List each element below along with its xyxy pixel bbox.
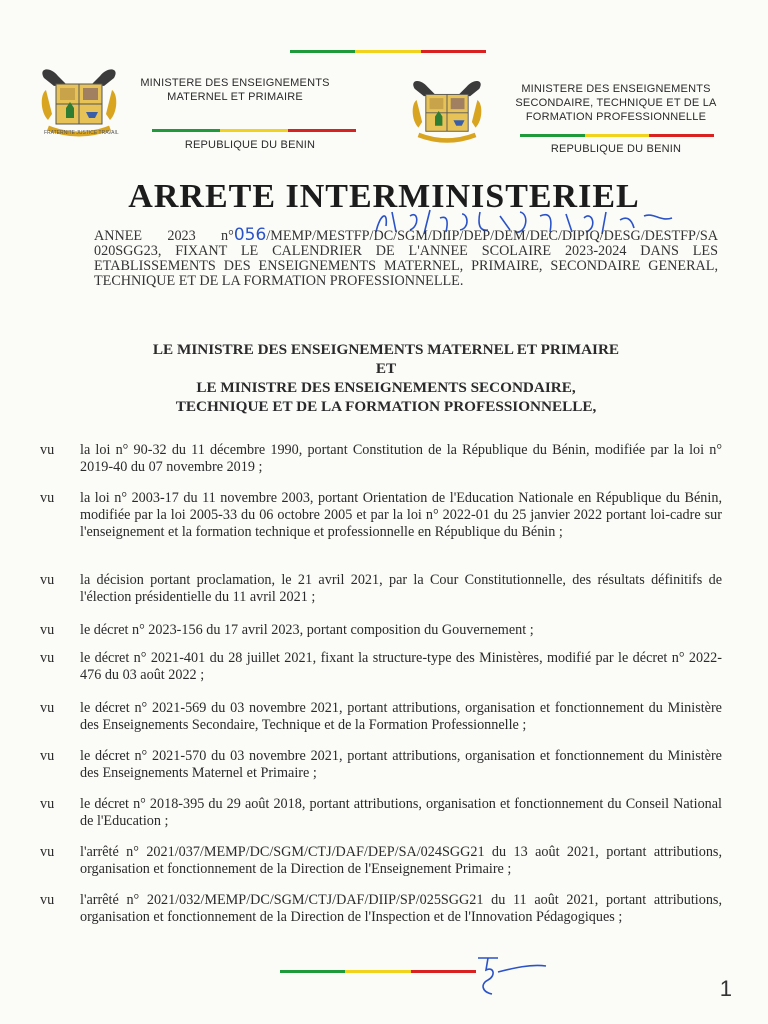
visa-label: vu [40,892,55,908]
left-ministry-name: MINISTERE DES ENSEIGNEMENTS MATERNEL ET PRIMAIRE [140,77,330,103]
reference-prefix: ANNEE 2023 n° [94,228,234,244]
right-ministry-name: MINISTERE DES ENSEIGNEMENTS SECONDAIRE, TECHNIQUE ET DE LA FORMATION PROFESSIONNELLE [515,83,717,123]
visa-text: la loi n° 2003-17 du 11 novembre 2003, portant Orientation de l'Education Nationale en République du Bénin, modifiée par la loi 2005-33 du 06 octobre 2005 et par la loi n° 2022-01 du 25 janvier 2022 portant loi-cadre sur l'enseignement et la formation technique et professionnelle en République du Bénin ; [80,490,722,540]
document-title: ARRETE INTERMINISTERIEL [128,178,640,215]
coat-of-arms-left-icon [36,64,122,140]
visa-label: vu [40,700,55,716]
coat-of-arms-right-icon [404,76,490,146]
visa-label: vu [40,748,55,764]
ministers-block [80,340,692,416]
top-tricolor-bar [290,50,486,53]
bottom-tricolor-bar [280,970,476,973]
visa-label: vu [40,622,55,638]
visa-text: le décret n° 2021-570 du 03 novembre 2021, portant attributions, organisation et fonctionnement du Ministère des Enseignements Maternel et Primaire ; [80,748,722,781]
visa-text: le décret n° 2023-156 du 17 avril 2023, portant composition du Gouvernement ; [80,622,534,638]
right-country-name: REPUBLIQUE DU BENIN [550,143,682,155]
visa-text: le décret n° 2018-395 du 29 août 2018, portant attributions, organisation et fonctionnement du Conseil National de l'Education ; [80,796,722,829]
visa-text: l'arrêté n° 2021/037/MEMP/DC/SGM/CTJ/DAF/DEP/SA/024SGG21 du 13 août 2021, portant attributions, organisation et fonctionnement de la Direction de l'Enseignement Primaire ; [80,844,722,877]
visa-text: le décret n° 2021-401 du 28 juillet 2021, fixant la structure-type des Ministères, modifié par le décret n° 2022-476 du 03 août 2022 ; [80,650,722,683]
page-number: 1 [719,976,732,1001]
visa-label: vu [40,796,55,812]
visa-label: vu [40,490,55,506]
right-tricolor-bar [520,134,714,137]
minister-line-2: ET [375,360,397,377]
initials-signature-mark [470,950,550,1000]
visa-text: la décision portant proclamation, le 21 avril 2021, par la Cour Constitutionnelle, des résultats définitifs de l'élection présidentielle du 11 avril 2021 ; [80,572,722,605]
visa-label: vu [40,572,55,588]
left-tricolor-bar [152,129,356,132]
visa-text: le décret n° 2021-569 du 03 novembre 2021, portant attributions, organisation et fonctionnement du Ministère des Enseignements Secondaire, Technique et de la Formation Professionnelle ; [80,700,722,733]
visa-text: la loi n° 90-32 du 11 décembre 1990, portant Constitution de la République du Bénin, modifiée par la loi n° 2019-40 du 07 novembre 2019 ; [80,442,722,475]
decree-number-handwritten: 056 [233,225,267,245]
decree-reference [94,225,718,289]
left-country-name: REPUBLIQUE DU BENIN [184,139,316,151]
coat-of-arms-left-motto: FRATERNITE JUSTICE TRAVAIL [44,130,119,136]
visa-label: vu [40,844,55,860]
visa-label: vu [40,650,55,666]
reference-text: /MEMP/MESTFP/DC/SGM/DIIP/DEP/DEM/DEC/DIPIQ/DESG/DESTFP/SA 020SGG23, FIXANT LE CALENDRIER DE L'ANNEE SCOLAIRE 2023-2024 DANS LES ETABLISSEMENTS DES ENSEIGNEMENTS MATERNEL, PRIMAIRE, SECONDAIRE GENERAL, TECHNIQUE ET DE LA FORMATION PROFESSIONNELLE. [94,228,718,289]
visa-text: l'arrêté n° 2021/032/MEMP/DC/SGM/CTJ/DAF/DIIP/SP/025SGG21 du 11 août 2021, portant attributions, organisation et fonctionnement de la Direction de l'Inspection et de l'Innovation Pédagogiques ; [80,892,722,925]
minister-line-1: LE MINISTRE DES ENSEIGNEMENTS MATERNEL ET PRIMAIRE [152,341,620,358]
minister-line-3: LE MINISTRE DES ENSEIGNEMENTS SECONDAIRE, [196,379,576,396]
visa-label: vu [40,442,55,458]
minister-line-4: TECHNIQUE ET DE LA FORMATION PROFESSIONNELLE, [175,398,597,415]
